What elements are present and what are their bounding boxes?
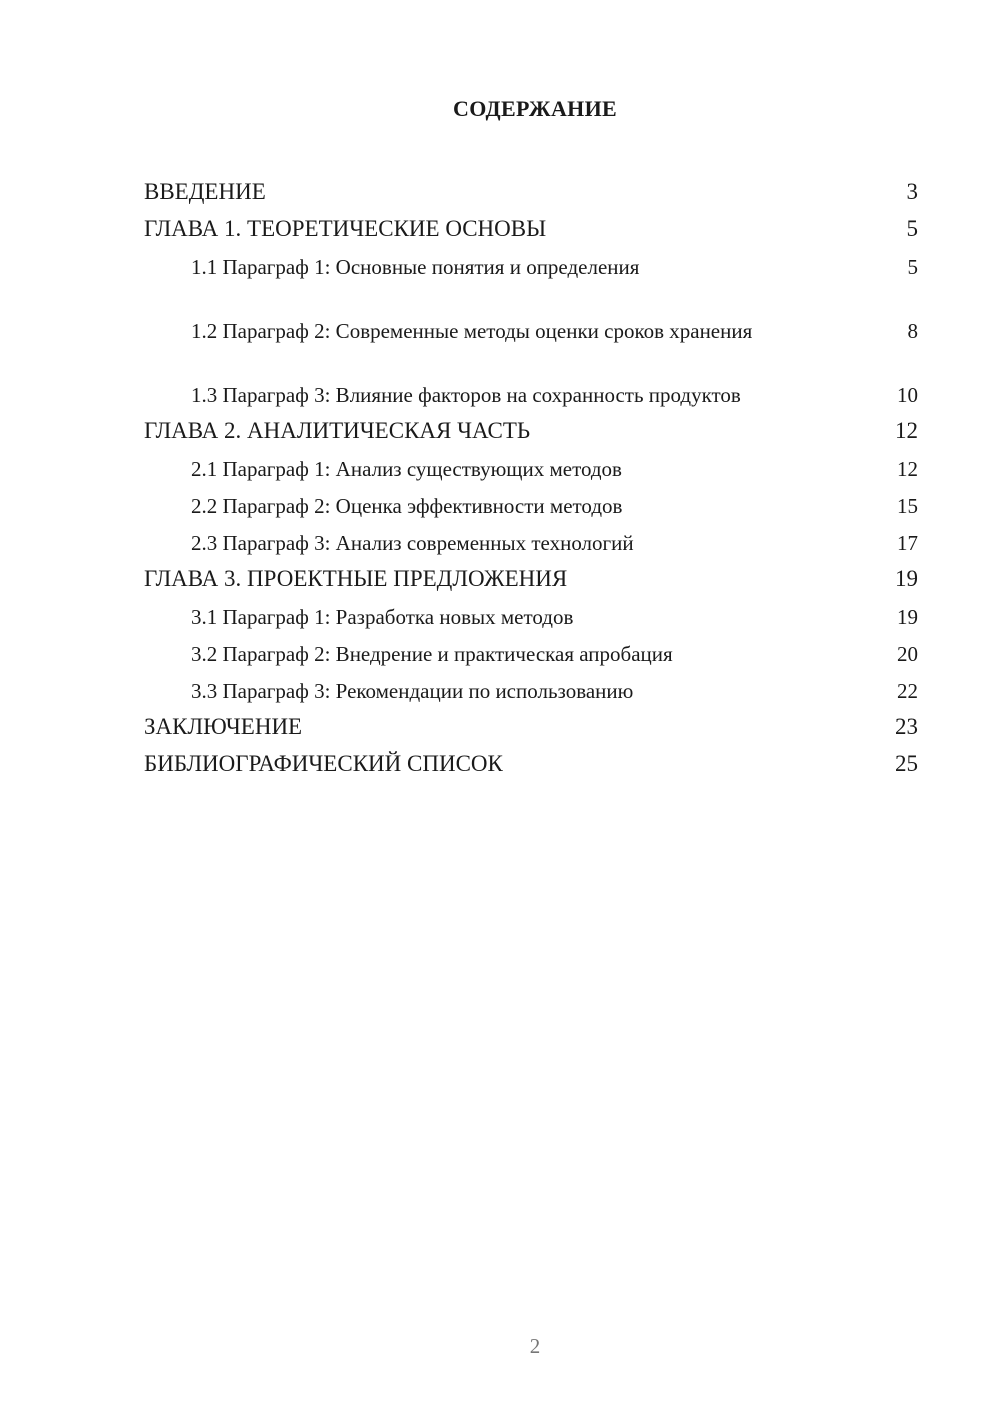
toc-entry-page: 19 [897,605,918,629]
toc-entry-section-1-3 [144,345,918,409]
toc-entry-page: 12 [895,418,918,443]
toc-entry-conclusion [144,705,918,742]
toc-entry-label: 2.3 Параграф 3: Анализ современных технологий [191,531,634,555]
toc-entry-label: 1.2 Параграф 2: Современные методы оценки сроков хранения [191,319,753,343]
toc-entry-label: БИБЛИОГРАФИЧЕСКИЙ СПИСОК [144,751,503,776]
toc-entry-label: ЗАКЛЮЧЕНИЕ [144,714,303,739]
toc-entry-page: 5 [907,255,918,279]
toc-entry-chapter-3 [144,557,918,594]
toc-entry-section-1-2 [144,281,918,345]
toc-entry-introduction [144,170,918,207]
toc-entry-chapter-2 [144,409,918,446]
toc-entry-section-3-3 [144,668,918,705]
toc-entry-page: 22 [897,679,918,703]
toc-entry-page: 19 [895,566,918,591]
toc-entry-bibliography [144,742,918,779]
table-of-contents [144,170,918,779]
toc-entry-page: 23 [895,714,918,739]
toc-entry-label: 3.2 Параграф 2: Внедрение и практическая апробация [191,642,673,666]
toc-entry-page: 3 [906,179,918,204]
toc-entry-label: 2.1 Параграф 1: Анализ существующих методов [191,457,622,481]
toc-entry-section-3-2 [144,631,918,668]
toc-entry-label: 3.3 Параграф 3: Рекомендации по использованию [191,679,634,703]
toc-entry-section-1-1 [144,244,918,281]
toc-entry-page: 17 [897,531,918,555]
toc-entry-page: 8 [907,319,918,343]
toc-entry-section-2-2 [144,483,918,520]
toc-entry-label: 2.2 Параграф 2: Оценка эффективности методов [191,494,623,518]
toc-entry-label: 1.3 Параграф 3: Влияние факторов на сохранность продуктов [191,383,741,407]
toc-entry-label: 3.1 Параграф 1: Разработка новых методов [191,605,574,629]
toc-title: СОДЕРЖАНИЕ [453,96,617,121]
toc-entry-section-2-3 [144,520,918,557]
toc-entry-page: 5 [906,216,918,241]
toc-entry-label: ВВЕДЕНИЕ [144,179,266,204]
toc-entry-section-3-1 [144,594,918,631]
toc-entry-page: 20 [897,642,918,666]
toc-entry-label: 1.1 Параграф 1: Основные понятия и определения [191,255,640,279]
toc-entry-page: 15 [897,494,918,518]
toc-entry-label: ГЛАВА 2. АНАЛИТИЧЕСКАЯ ЧАСТЬ [144,418,531,443]
toc-entry-page: 25 [895,751,918,776]
toc-entry-chapter-1 [144,207,918,244]
page-number: 2 [529,1334,541,1358]
toc-entry-section-2-1 [144,446,918,483]
toc-entry-page: 10 [897,383,918,407]
toc-entry-label: ГЛАВА 1. ТЕОРЕТИЧЕСКИЕ ОСНОВЫ [144,216,547,241]
toc-entry-page: 12 [897,457,918,481]
toc-entry-label: ГЛАВА 3. ПРОЕКТНЫЕ ПРЕДЛОЖЕНИЯ [144,566,568,591]
